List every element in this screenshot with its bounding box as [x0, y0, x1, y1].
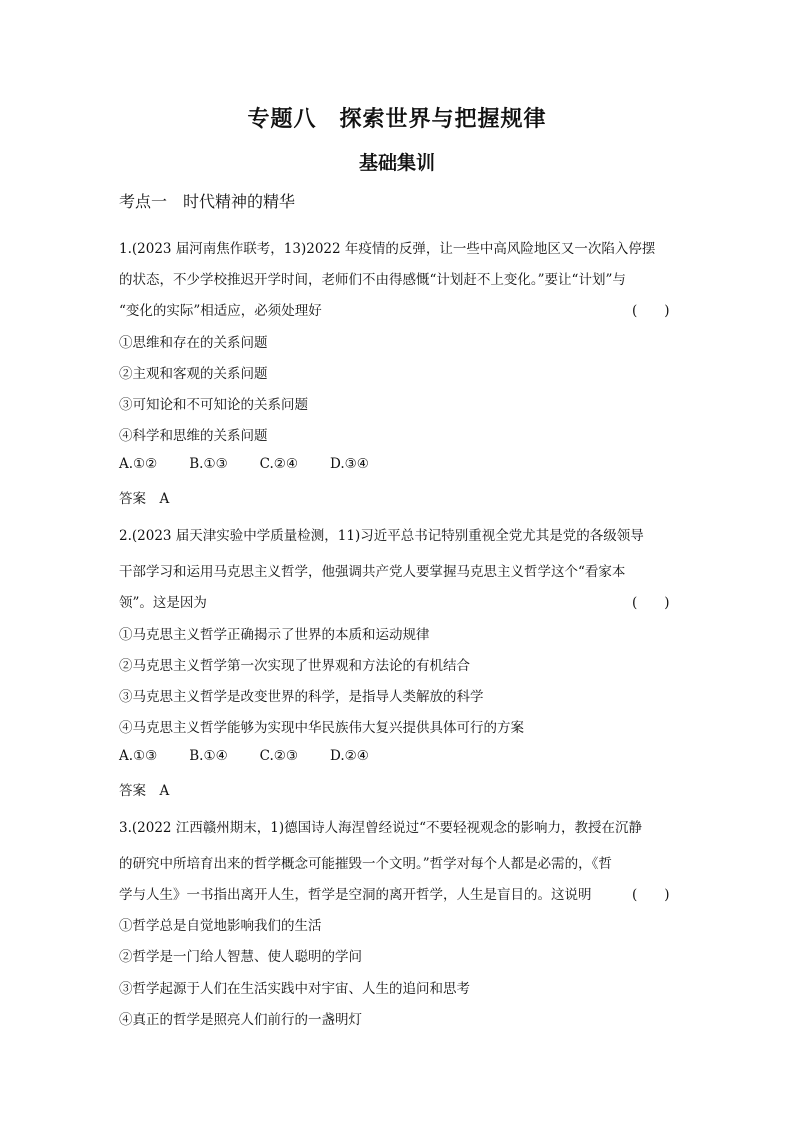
page-title: 专题八 探索世界与把握规律 [247, 107, 547, 132]
q1-answer: 答案 A [119, 491, 170, 507]
q3-stem-line: 3.(2022 江西赣州期末，1)德国诗人海涅曾经说过“不要轻视观念的影响力，教授在沉静 [119, 820, 643, 836]
q2-option-c: C.②③ [259, 748, 299, 764]
q2-option-b: B.①④ [189, 748, 228, 764]
q1-statement: ③可知论和不可知论的关系问题 [119, 397, 308, 413]
q2-stem-line: 干部学习和运用马克思主义哲学，他强调共产党人要掌握马克思主义哲学这个“看家本 [119, 564, 626, 580]
q2-statement: ④马克思主义哲学能够为实现中华民族伟大复兴提供具体可行的方案 [119, 720, 524, 736]
q3-answer-blank: ( ) [632, 887, 670, 903]
q3-statement: ②哲学是一门给人智慧、使人聪明的学问 [119, 949, 362, 965]
q1-answer-blank: ( ) [632, 303, 670, 319]
q2-statement: ①马克思主义哲学正确揭示了世界的本质和运动规律 [119, 627, 430, 643]
q3-statement: ④真正的哲学是照亮人们前行的一盏明灯 [119, 1012, 362, 1028]
q1-stem-line: 1.(2023 届河南焦作联考，13)2022 年疫情的反弹，让一些中高风险地区又一次陷入停摆 [119, 241, 656, 257]
section-heading: 考点一 时代精神的精华 [119, 192, 296, 211]
q1-statement: ②主观和客观的关系问题 [119, 366, 268, 382]
q3-stem-line: 的研究中所培育出来的哲学概念可能摧毁一个文明。”哲学对每个人都是必需的，《哲 [119, 856, 612, 872]
q2-stem-line: 领”。这是因为 [119, 595, 207, 611]
q2-answer: 答案 A [119, 783, 170, 799]
page-subtitle: 基础集训 [358, 152, 435, 174]
q2-options [119, 748, 401, 764]
q2-statement: ②马克思主义哲学第一次实现了世界观和方法论的有机结合 [119, 658, 470, 674]
q1-option-b: B.①③ [189, 456, 228, 472]
q3-statement: ①哲学总是自觉地影响我们的生活 [119, 918, 322, 934]
q2-option-a: A.①③ [119, 748, 158, 764]
q1-stem-line: “变化的实际”相适应，必须处理好 [119, 303, 322, 319]
q1-option-c: C.②④ [259, 456, 299, 472]
q1-option-d: D.③④ [330, 456, 369, 472]
q3-stem-line: 学与人生》一书指出离开人生，哲学是空洞的离开哲学，人生是盲目的。这说明 [119, 887, 592, 903]
q3-statement: ③哲学起源于人们在生活实践中对宇宙、人生的追问和思考 [119, 981, 470, 997]
q2-answer-blank: ( ) [632, 595, 670, 611]
q2-stem-line: 2.(2023 届天津实验中学质量检测，11)习近平总书记特别重视全党尤其是党的各级领导 [119, 528, 644, 544]
q1-statement: ①思维和存在的关系问题 [119, 335, 268, 351]
q1-options [119, 456, 401, 472]
q1-stem-line: 的状态，不少学校推迟开学时间，老师们不由得感慨“计划赶不上变化。”要让“计划”与 [119, 272, 626, 288]
q2-statement: ③马克思主义哲学是改变世界的科学，是指导人类解放的科学 [119, 689, 484, 705]
q1-option-a: A.①② [119, 456, 158, 472]
q1-statement: ④科学和思维的关系问题 [119, 428, 268, 444]
q2-option-d: D.②④ [330, 748, 369, 764]
